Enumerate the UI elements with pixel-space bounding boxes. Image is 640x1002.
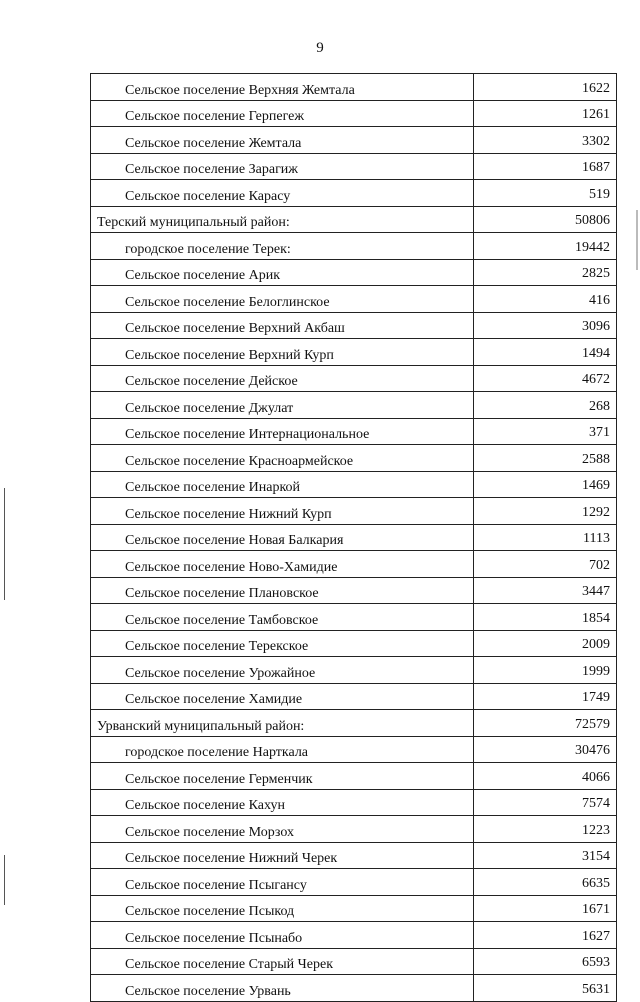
settlement-name-cell: Сельское поселение Ново-Хамидие bbox=[91, 551, 474, 578]
population-value-cell: 50806 bbox=[474, 206, 617, 233]
scan-margin-mark bbox=[4, 488, 5, 600]
population-value-cell: 371 bbox=[474, 418, 617, 445]
settlement-name-cell: Сельское поселение Псыгансу bbox=[91, 869, 474, 896]
table-row bbox=[91, 763, 617, 790]
population-value-cell: 1687 bbox=[474, 153, 617, 180]
population-value-cell: 30476 bbox=[474, 736, 617, 763]
settlement-name-cell: Сельское поселение Нижний Черек bbox=[91, 842, 474, 869]
table-row bbox=[91, 710, 617, 737]
settlement-name-cell: Сельское поселение Псыкод bbox=[91, 895, 474, 922]
settlement-name-cell: Сельское поселение Зарагиж bbox=[91, 153, 474, 180]
settlement-name-cell: Сельское поселение Новая Балкария bbox=[91, 524, 474, 551]
district-name-cell: Урванский муниципальный район: bbox=[91, 710, 474, 737]
district-name-cell: Терский муниципальный район: bbox=[91, 206, 474, 233]
scan-margin-mark bbox=[4, 855, 5, 905]
settlement-name-cell: Сельское поселение Интернациональное bbox=[91, 418, 474, 445]
table-row bbox=[91, 895, 617, 922]
population-value-cell: 1749 bbox=[474, 683, 617, 710]
settlement-name-cell: Сельское поселение Хамидие bbox=[91, 683, 474, 710]
table-row bbox=[91, 312, 617, 339]
population-value-cell: 3447 bbox=[474, 577, 617, 604]
population-value-cell: 268 bbox=[474, 392, 617, 419]
table-row bbox=[91, 683, 617, 710]
population-value-cell: 1627 bbox=[474, 922, 617, 949]
settlement-name-cell: городское поселение Нарткала bbox=[91, 736, 474, 763]
settlement-name-cell: Сельское поселение Жемтала bbox=[91, 127, 474, 154]
table-row bbox=[91, 392, 617, 419]
table-row bbox=[91, 975, 617, 1002]
table-row bbox=[91, 74, 617, 101]
population-value-cell: 519 bbox=[474, 180, 617, 207]
settlement-name-cell: Сельское поселение Белоглинское bbox=[91, 286, 474, 313]
population-value-cell: 416 bbox=[474, 286, 617, 313]
table-row bbox=[91, 869, 617, 896]
table-row bbox=[91, 524, 617, 551]
settlement-name-cell: Сельское поселение Инаркой bbox=[91, 471, 474, 498]
population-value-cell: 6635 bbox=[474, 869, 617, 896]
table-row bbox=[91, 259, 617, 286]
table-row bbox=[91, 604, 617, 631]
table-row bbox=[91, 233, 617, 260]
settlement-name-cell: Сельское поселение Верхний Акбаш bbox=[91, 312, 474, 339]
population-value-cell: 1999 bbox=[474, 657, 617, 684]
table-row bbox=[91, 630, 617, 657]
table-row bbox=[91, 577, 617, 604]
population-value-cell: 1223 bbox=[474, 816, 617, 843]
table-row bbox=[91, 922, 617, 949]
table-row bbox=[91, 736, 617, 763]
settlement-name-cell: Сельское поселение Герменчик bbox=[91, 763, 474, 790]
population-value-cell: 3096 bbox=[474, 312, 617, 339]
table-row bbox=[91, 100, 617, 127]
settlement-name-cell: Сельское поселение Красноармейское bbox=[91, 445, 474, 472]
settlement-name-cell: Сельское поселение Карасу bbox=[91, 180, 474, 207]
table-row bbox=[91, 153, 617, 180]
table-row bbox=[91, 418, 617, 445]
population-value-cell: 1113 bbox=[474, 524, 617, 551]
population-value-cell: 1261 bbox=[474, 100, 617, 127]
table-row bbox=[91, 498, 617, 525]
population-value-cell: 1622 bbox=[474, 74, 617, 101]
table-row bbox=[91, 948, 617, 975]
population-table bbox=[90, 73, 617, 1002]
scan-edge-mark bbox=[636, 210, 638, 270]
table-row bbox=[91, 445, 617, 472]
page-number: 9 bbox=[316, 40, 324, 56]
settlement-name-cell: Сельское поселение Тамбовское bbox=[91, 604, 474, 631]
population-value-cell: 2825 bbox=[474, 259, 617, 286]
table-row bbox=[91, 816, 617, 843]
population-value-cell: 5631 bbox=[474, 975, 617, 1002]
table-row bbox=[91, 842, 617, 869]
table-row bbox=[91, 789, 617, 816]
table-row bbox=[91, 339, 617, 366]
population-value-cell: 7574 bbox=[474, 789, 617, 816]
population-value-cell: 19442 bbox=[474, 233, 617, 260]
settlement-name-cell: городское поселение Терек: bbox=[91, 233, 474, 260]
settlement-name-cell: Сельское поселение Джулат bbox=[91, 392, 474, 419]
settlement-name-cell: Сельское поселение Урвань bbox=[91, 975, 474, 1002]
population-value-cell: 2009 bbox=[474, 630, 617, 657]
settlement-name-cell: Сельское поселение Морзох bbox=[91, 816, 474, 843]
table-row bbox=[91, 365, 617, 392]
table-row bbox=[91, 657, 617, 684]
population-value-cell: 4672 bbox=[474, 365, 617, 392]
settlement-name-cell: Сельское поселение Кахун bbox=[91, 789, 474, 816]
population-value-cell: 1469 bbox=[474, 471, 617, 498]
population-value-cell: 1854 bbox=[474, 604, 617, 631]
population-value-cell: 1671 bbox=[474, 895, 617, 922]
settlement-name-cell: Сельское поселение Герпегеж bbox=[91, 100, 474, 127]
table-row bbox=[91, 286, 617, 313]
population-value-cell: 3154 bbox=[474, 842, 617, 869]
settlement-name-cell: Сельское поселение Старый Черек bbox=[91, 948, 474, 975]
population-value-cell: 1292 bbox=[474, 498, 617, 525]
table-row bbox=[91, 471, 617, 498]
settlement-name-cell: Сельское поселение Нижний Курп bbox=[91, 498, 474, 525]
population-value-cell: 6593 bbox=[474, 948, 617, 975]
table-row bbox=[91, 127, 617, 154]
population-value-cell: 4066 bbox=[474, 763, 617, 790]
settlement-name-cell: Сельское поселение Терекское bbox=[91, 630, 474, 657]
settlement-name-cell: Сельское поселение Верхняя Жемтала bbox=[91, 74, 474, 101]
table-row bbox=[91, 180, 617, 207]
table-body bbox=[91, 74, 617, 1002]
population-value-cell: 2588 bbox=[474, 445, 617, 472]
population-value-cell: 702 bbox=[474, 551, 617, 578]
population-value-cell: 1494 bbox=[474, 339, 617, 366]
population-value-cell: 3302 bbox=[474, 127, 617, 154]
settlement-name-cell: Сельское поселение Дейское bbox=[91, 365, 474, 392]
table-row bbox=[91, 551, 617, 578]
settlement-name-cell: Сельское поселение Арик bbox=[91, 259, 474, 286]
settlement-name-cell: Сельское поселение Плановское bbox=[91, 577, 474, 604]
settlement-name-cell: Сельское поселение Верхний Курп bbox=[91, 339, 474, 366]
population-value-cell: 72579 bbox=[474, 710, 617, 737]
settlement-name-cell: Сельское поселение Урожайное bbox=[91, 657, 474, 684]
table-row bbox=[91, 206, 617, 233]
settlement-name-cell: Сельское поселение Псынабо bbox=[91, 922, 474, 949]
